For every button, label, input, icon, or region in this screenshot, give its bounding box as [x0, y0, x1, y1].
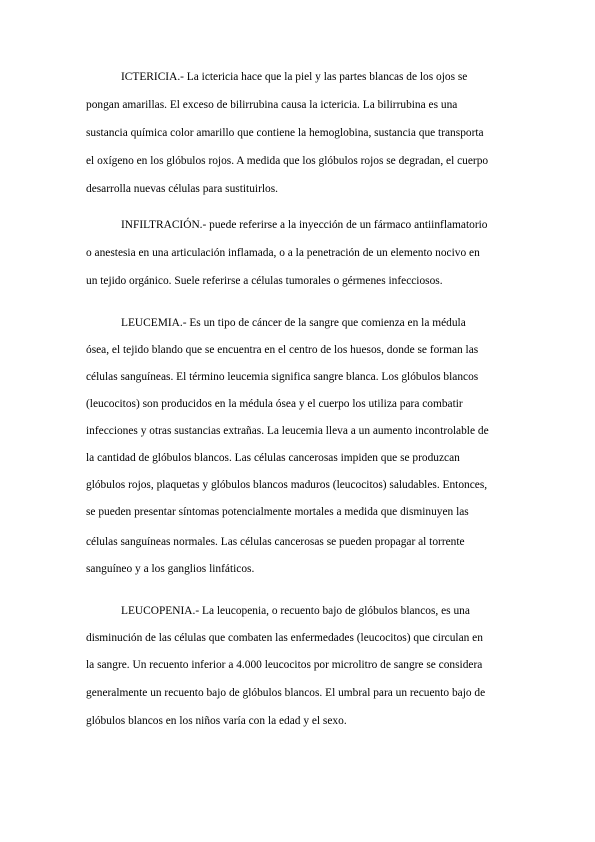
paragraph-line: glóbulos rojos, plaquetas y glóbulos blancos maduros (leucocitos) saludables. Entonces, [86, 479, 488, 491]
paragraph-line: se pueden presentar síntomas potencialmente mortales a medida que disminuyen las [86, 506, 469, 518]
paragraph-line: infecciones y otras sustancias extrañas. La leucemia lleva a un aumento incontrolable de [86, 425, 489, 437]
paragraph-line: pongan amarillas. El exceso de bilirrubina causa la ictericia. La bilirrubina es una [86, 99, 458, 111]
paragraph-line: sanguíneo y a los ganglios linfáticos. [86, 563, 255, 575]
paragraph-line: INFILTRACIÓN.- puede referirse a la inyección de un fármaco antiinflamatorio [121, 219, 488, 231]
paragraph-line: un tejido orgánico. Suele referirse a células tumorales o gérmenes infecciosos. [86, 275, 443, 287]
paragraph-line: la cantidad de glóbulos blancos. Las células cancerosas impiden que se produzcan [86, 452, 460, 464]
paragraph-line: disminución de las células que combaten las enfermedades (leucocitos) que circulan en [86, 632, 483, 644]
paragraph-line: células sanguíneas. El término leucemia significa sangre blanca. Los glóbulos blancos [86, 371, 479, 383]
paragraph-line: ICTERICIA.- La ictericia hace que la piel y las partes blancas de los ojos se [121, 71, 468, 83]
paragraph-line: LEUCOPENIA.- La leucopenia, o recuento bajo de glóbulos blancos, es una [121, 605, 470, 617]
paragraph-line: la sangre. Un recuento inferior a 4.000 leucocitos por microlitro de sangre se considera [86, 659, 483, 671]
paragraph-line: o anestesia en una articulación inflamada, o a la penetración de un elemento nocivo en [86, 247, 480, 259]
paragraph-line: LEUCEMIA.- Es un tipo de cáncer de la sangre que comienza en la médula [121, 317, 466, 329]
paragraph-line: sustancia química color amarillo que contiene la hemoglobina, sustancia que transporta [86, 127, 484, 139]
paragraph-line: células sanguíneas normales. Las células cancerosas se pueden propagar al torrente [86, 536, 465, 548]
paragraph-line: ósea, el tejido blando que se encuentra en el centro de los huesos, donde se forman las [86, 344, 479, 356]
paragraph-line: (leucocitos) son producidos en la médula ósea y el cuerpo los utiliza para combatir [86, 398, 463, 410]
paragraph-line: el oxígeno en los glóbulos rojos. A medida que los glóbulos rojos se degradan, el cuerpo [86, 155, 489, 167]
paragraph-line: generalmente un recuento bajo de glóbulos blancos. El umbral para un recuento bajo de [86, 687, 486, 699]
paragraph-line: glóbulos blancos en los niños varía con la edad y el sexo. [86, 715, 347, 727]
paragraph-line: desarrolla nuevas células para sustituirlos. [86, 183, 279, 195]
